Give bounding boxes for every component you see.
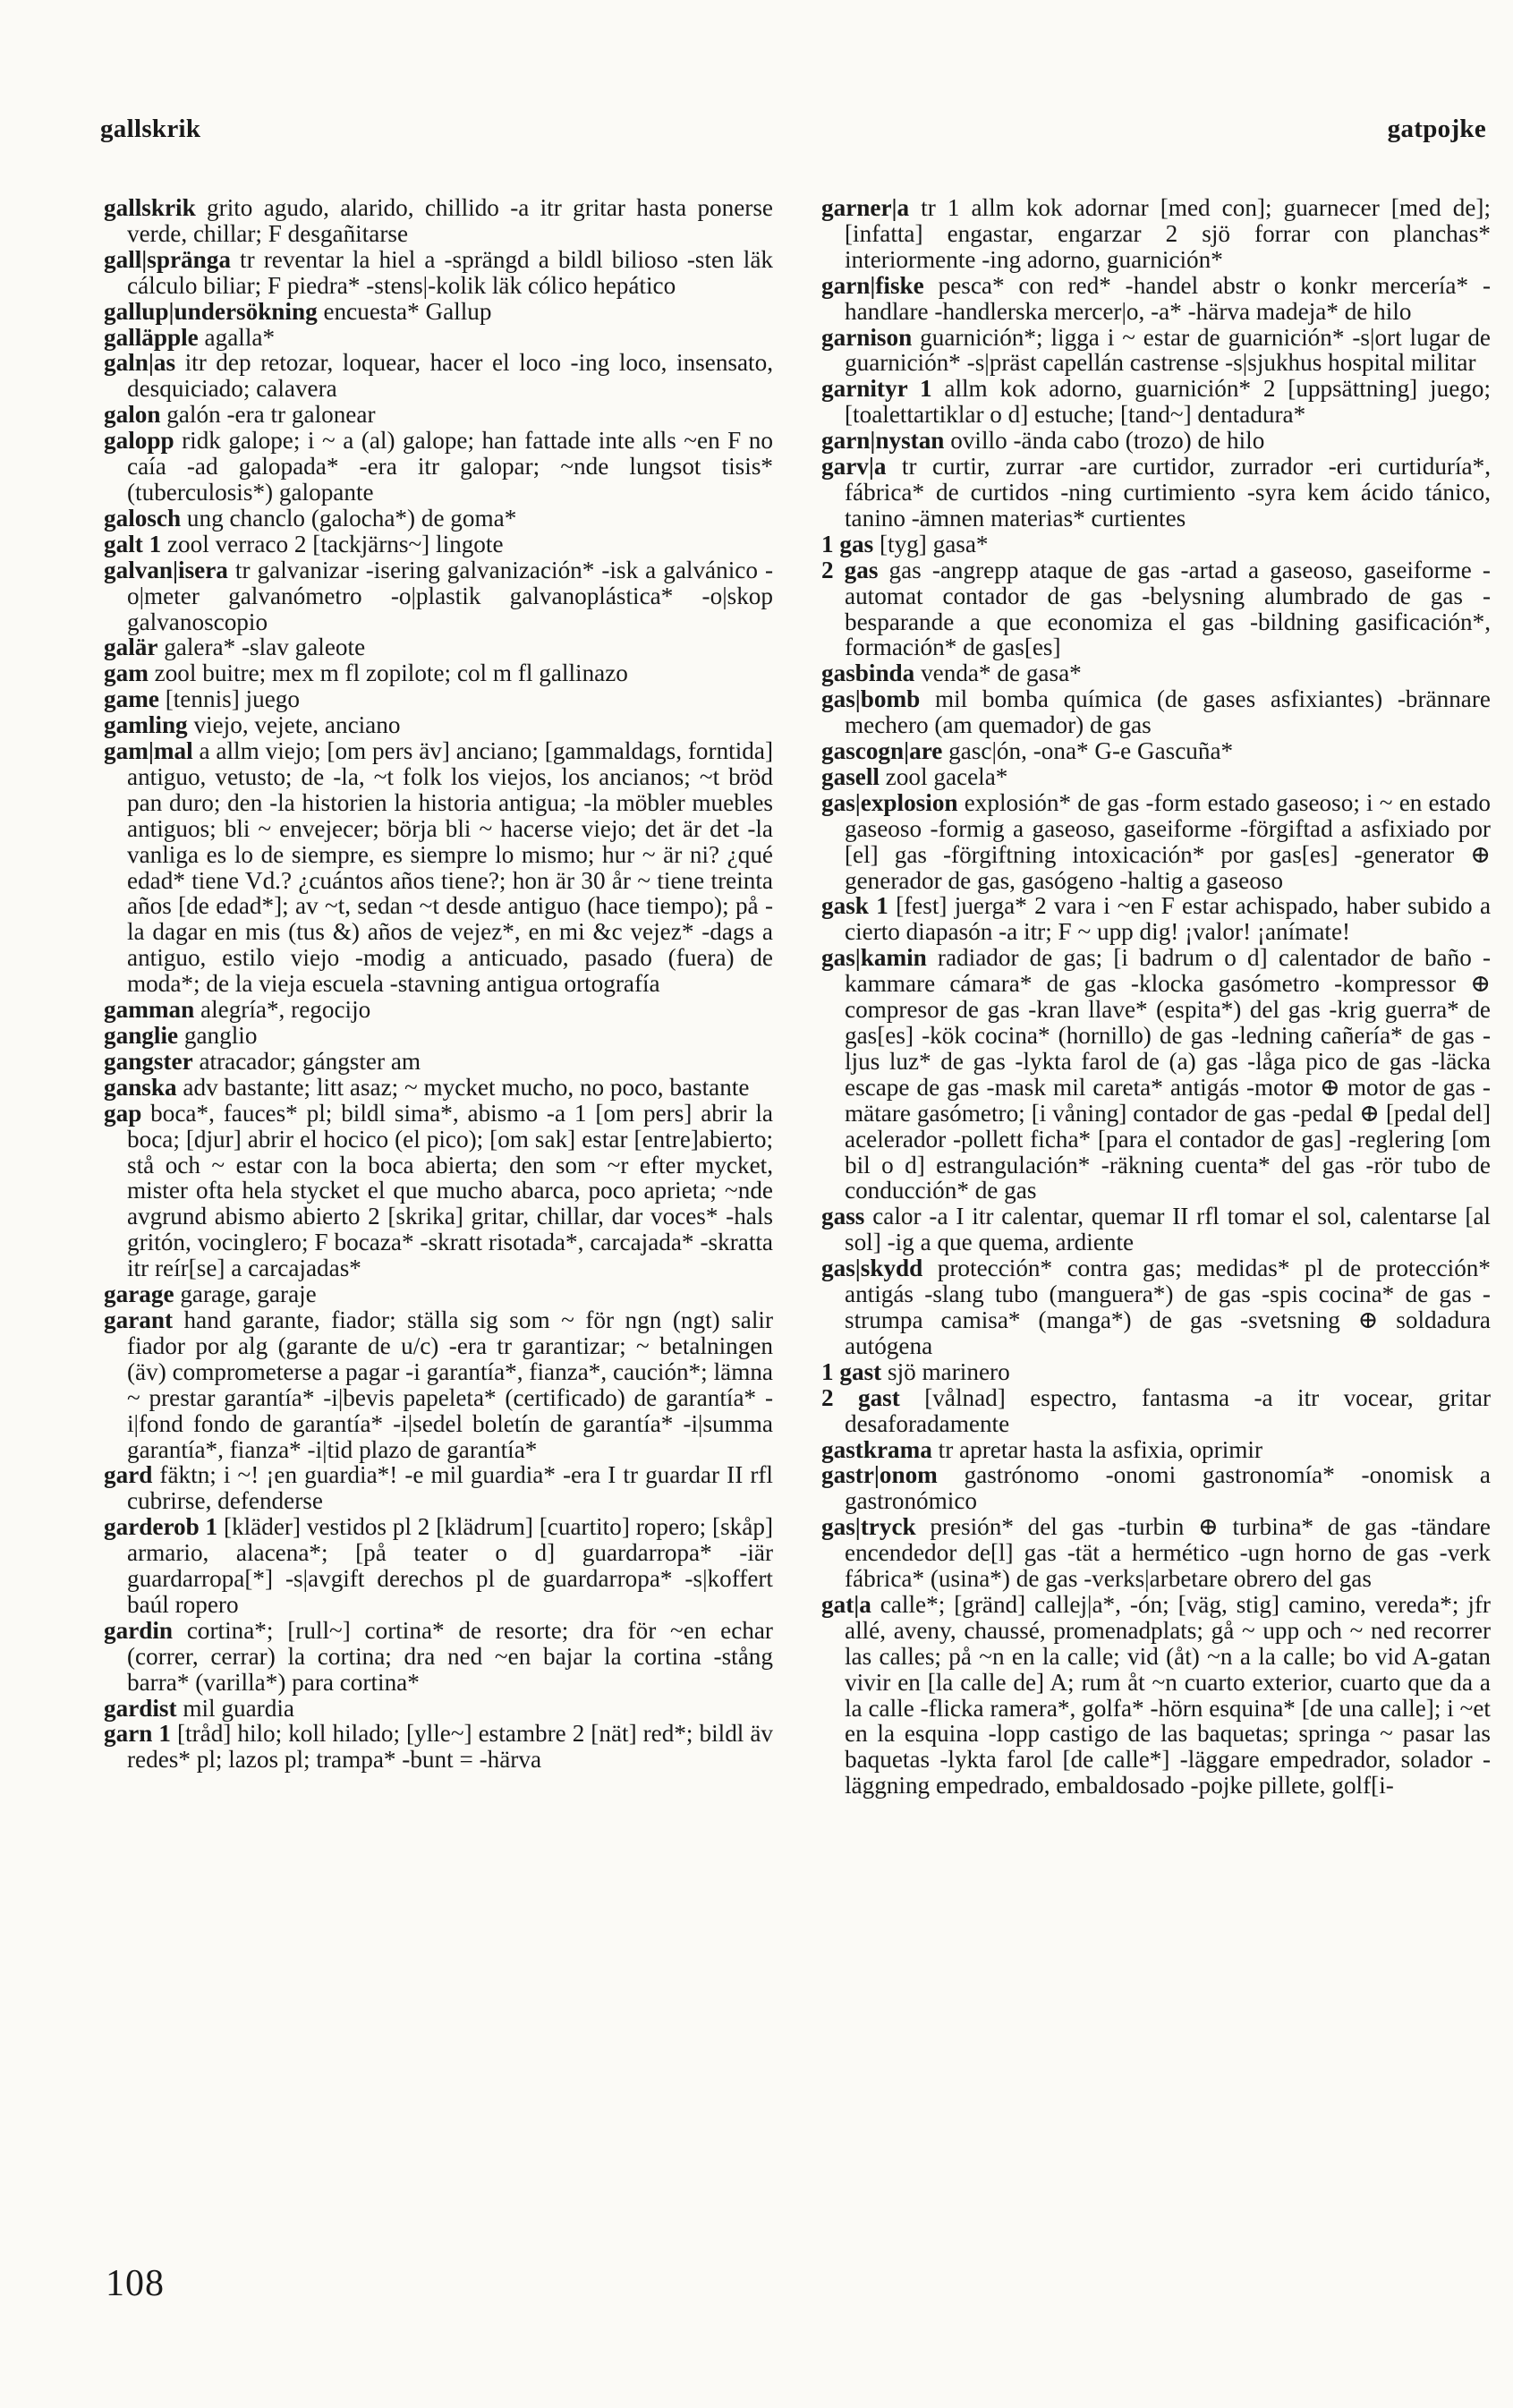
headword: garage bbox=[104, 1281, 174, 1308]
headword: ganglie bbox=[104, 1022, 179, 1049]
entry-definition: mil bomba química (de gases asfixiantes) -brännare mechero (am quemador) de gas bbox=[845, 685, 1491, 739]
dictionary-entry bbox=[821, 1462, 1491, 1514]
dictionary-entry bbox=[821, 660, 1491, 686]
headword: gastr|onom bbox=[821, 1461, 938, 1489]
headword: garv|a bbox=[821, 453, 887, 481]
entry-definition: galera* -slav galeote bbox=[157, 634, 366, 661]
headword: game bbox=[104, 685, 159, 713]
dictionary-entry bbox=[104, 506, 773, 532]
headword: gas|skydd bbox=[821, 1255, 923, 1282]
dictionary-entry bbox=[821, 764, 1491, 790]
entry-definition: presión* del gas -turbin ⊕ turbina* de gas -tändare encendedor de[l] gas -tät a hermético -ugn horno de gas -verk fábrica* (usina*) de gas -verks|arbetare obrero del gas bbox=[845, 1513, 1491, 1593]
entry-definition: mil guardia bbox=[176, 1694, 294, 1722]
entry-definition: zool gacela* bbox=[879, 762, 1008, 790]
entry-definition: cortina*; [rull~] cortina* de resorte; dra för ~en echar (correr, cerrar) la cortina; dra ned ~en bajar la cortina -stång barra* (varilla*) para cortina* bbox=[127, 1616, 773, 1696]
headword: gangster bbox=[104, 1047, 193, 1075]
dictionary-entry bbox=[821, 1359, 1491, 1385]
entry-definition: tr 1 allm kok adornar [med con]; guarnecer [med de]; [infatta] engastar, engarzar 2 sjö forrar con planchas* interiormente -ing adorno, guarnición* bbox=[845, 194, 1491, 273]
dictionary-entry bbox=[104, 247, 773, 299]
headword: gastkrama bbox=[821, 1435, 932, 1463]
headword: gas|kamin bbox=[821, 944, 927, 972]
entry-definition: agalla* bbox=[198, 323, 276, 351]
dictionary-entry bbox=[104, 1307, 773, 1462]
entry-definition: guarnición*; ligga i ~ estar de guarnición* -s|ort lugar de guarnición* -s|präst capellán castrense -s|sjukhus hospital militar bbox=[845, 323, 1491, 377]
headword: gamling bbox=[104, 711, 188, 739]
entry-definition: alegría*, regocijo bbox=[194, 996, 371, 1024]
entry-definition: viejo, vejete, anciano bbox=[187, 711, 401, 739]
headword: gas|tryck bbox=[821, 1513, 916, 1541]
left-column bbox=[104, 195, 773, 1773]
entry-definition: tr curtir, zurrar -are curtidor, zurrador -eri curtiduría*, fábrica* de curtidos -ning curtimiento -syra kem ácido tánico, tanino -ämnen materias* curtientes bbox=[845, 453, 1491, 532]
entry-definition: gas -angrepp ataque de gas -artad a gaseoso, gaseiforme -automat contador de gas -belysning alumbrado de gas -besparande a que economiza el gas -bildning gasificación*, formación* de gas[es] bbox=[845, 556, 1491, 661]
dictionary-entry bbox=[104, 686, 773, 712]
dictionary-entry bbox=[104, 1075, 773, 1101]
entry-definition: ganglio bbox=[178, 1022, 258, 1049]
dictionary-entry bbox=[104, 325, 773, 351]
dictionary-entry bbox=[821, 1385, 1491, 1437]
headword: gass bbox=[821, 1203, 865, 1230]
entry-definition: encuesta* Gallup bbox=[317, 297, 492, 325]
entry-definition: itr dep retozar, loquear, hacer el loco -ing loco, insensato, desquiciado; calavera bbox=[127, 349, 773, 403]
dictionary-entry bbox=[104, 428, 773, 506]
dictionary-entry bbox=[821, 945, 1491, 1204]
dictionary-entry bbox=[821, 557, 1491, 661]
headword: galvan|isera bbox=[104, 556, 228, 583]
headword: 2 gas bbox=[821, 556, 879, 583]
dictionary-entry bbox=[104, 1618, 773, 1696]
headword: garner|a bbox=[821, 194, 910, 221]
running-head-left: gallskrik bbox=[100, 115, 201, 143]
headword: gas|bomb bbox=[821, 685, 921, 713]
entry-definition: [tråd] hilo; koll hilado; [ylle~] estambre 2 [nät] red*; bildl äv redes* pl; lazos pl; trampa* -bunt = -härva bbox=[127, 1720, 773, 1774]
entry-definition: ridk galope; i ~ a (al) galope; han fattade inte alls ~en F no caía -ad galopada* -era itr galopar; ~nde lungsot tisis* (tuberculosis*) galopante bbox=[127, 427, 773, 506]
headword: gascogn|are bbox=[821, 737, 943, 765]
dictionary-entry bbox=[104, 1023, 773, 1049]
dictionary-entry bbox=[821, 1204, 1491, 1255]
dictionary-entry bbox=[821, 686, 1491, 738]
dictionary-entry bbox=[104, 712, 773, 738]
dictionary-entry bbox=[104, 660, 773, 686]
dictionary-entry bbox=[104, 1696, 773, 1722]
headword: gasell bbox=[821, 762, 880, 790]
entry-definition: allm kok adorno, guarnición* 2 [uppsättning] juego; [toalettartiklar o d] estuche; [tand~] dentadura* bbox=[845, 375, 1492, 429]
dictionary-entry bbox=[821, 273, 1491, 325]
headword: garant bbox=[104, 1306, 174, 1333]
dictionary-entry bbox=[104, 1514, 773, 1618]
entry-definition: [fest] juerga* 2 vara i ~en F estar achispado, haber subido a cierto diapasón -a itr; F ~ upp dig! ¡valor! ¡anímate! bbox=[845, 892, 1492, 946]
headword: garn 1 bbox=[104, 1720, 171, 1748]
entry-definition: garage, garaje bbox=[174, 1281, 317, 1308]
headword: gam|mal bbox=[104, 737, 193, 765]
dictionary-entry bbox=[104, 1721, 773, 1773]
dictionary-entry bbox=[104, 299, 773, 325]
entry-definition: calor -a I itr calentar, quemar II rfl tomar el sol, calentarse [al sol] -ig a que quema, ardiente bbox=[845, 1203, 1491, 1256]
headword: galt 1 bbox=[104, 530, 162, 557]
headword: galopp bbox=[104, 427, 174, 455]
page-number: 108 bbox=[106, 2263, 165, 2304]
entry-definition: tr galvanizar -isering galvanización* -isk a galvánico -o|meter galvanómetro -o|plastik galvanoplástica* -o|skop galvanoscopio bbox=[127, 556, 773, 635]
headword: 2 gast bbox=[821, 1383, 900, 1411]
entry-definition: explosión* de gas -form estado gaseoso; i ~ en estado gaseoso -formig a gaseoso, gaseiforme -förgiftad a asfixiado por [el] gas -förgiftning intoxicación* por gas[es] -generator ⊕ generador de gas, gasógeno -haltig a gaseoso bbox=[845, 788, 1491, 894]
headword: gam bbox=[104, 659, 149, 687]
headword: gat|a bbox=[821, 1590, 871, 1618]
headword: gall|spränga bbox=[104, 245, 231, 273]
entry-definition: ovillo -ända cabo (trozo) de hilo bbox=[944, 427, 1265, 455]
entry-definition: adv bastante; litt asaz; ~ mycket mucho, no poco, bastante bbox=[176, 1073, 750, 1101]
dictionary-entry bbox=[821, 428, 1491, 454]
entry-definition: a allm viejo; [om pers äv] anciano; [gammaldags, forntida] antiguo, vetusto; de -la, ~t folk los viejos, los ancianos; ~t bröd pan duro; den -la historien la historia antigua; -la möbler muebles antiguos; bli ~ envejecer; börja bli ~ hacerse viejo; det är det -la vanliga es lo de siempre, es siempre lo mismo; hur ~ är ni? ¿qué edad* tiene Vd.? ¿cuántos años tiene?; hon är 30 år ~ tiene treinta años [de edad*]; av ~t, sedan ~t desde antiguo (hace tiempo); på -la dagar en mis (tus &) años de vejez*, en mi &c vejez* -dags a antiguo, estilo viejo -modig a anticuado, pasado (fuera) de moda*; de la vieja escuela -stavning antigua ortografía bbox=[127, 737, 773, 998]
dictionary-entry bbox=[104, 1281, 773, 1307]
headword: garnityr 1 bbox=[821, 375, 932, 403]
entry-definition: protección* contra gas; medidas* pl de protección* antigás -slang tubo (manguera*) de gas -spis cocina* de gas -strumpa camisa* (manga*) de gas -svetsning ⊕ soldadura autógena bbox=[845, 1255, 1491, 1359]
entry-definition: pesca* con red* -handel abstr o konkr mercería* -handlare -handlerska mercer|o, -a* -härva madeja* de hilo bbox=[845, 271, 1491, 325]
entry-definition: gastrónomo -onomi gastronomía* -onomisk a gastronómico bbox=[845, 1461, 1491, 1515]
entry-definition: galón -era tr galonear bbox=[160, 401, 376, 429]
dictionary-entry bbox=[104, 634, 773, 660]
headword: galosch bbox=[104, 504, 182, 532]
headword: garn|fiske bbox=[821, 271, 924, 299]
dictionary-entry bbox=[104, 997, 773, 1023]
entry-definition: hand garante, fiador; ställa sig som ~ för ngn (ngt) salir fiador por alg (garante de u/c) -era tr garantizar; ~ betalningen (äv) comprometerse a pagar -i garantía*, fianza*, caución*; lämna ~ prestar garantía* -i|bevis papeleta* (certificado) de garantía* -i|fond fondo de garantía* -i|sedel boletín de garantía* -i|summa garantía*, fianza* -i|tid plazo de garantía* bbox=[127, 1306, 773, 1463]
running-head-right: gatpojke bbox=[1387, 115, 1486, 143]
dictionary-entry bbox=[104, 402, 773, 428]
entry-definition: venda* de gasa* bbox=[914, 659, 1082, 687]
headword: 1 gast bbox=[821, 1357, 882, 1385]
headword: gas|explosion bbox=[821, 788, 958, 816]
dictionary-entry bbox=[821, 454, 1491, 532]
entry-definition: boca*, fauces* pl; bildl sima*, abismo -a 1 [om pers] abrir la boca; [djur] abrir el hocico (el pico); [om sak] estar [entre]abierto; stå och ~ estar con la boca abierta; den som ~r efter mycket, mister ofta hela stycket el que mucho abarca, poco aprieta; ~nde avgrund abismo abierto 2 [skrika] gritar, chillar, dar voces* -hals gritón, vocinglero; F bocaza* -skratt risotada*, carcajada* -skratta itr reír[se] a carcajadas* bbox=[127, 1099, 773, 1282]
entry-definition: ung chanclo (galocha*) de goma* bbox=[181, 504, 517, 532]
dictionary-entry bbox=[821, 325, 1491, 377]
dictionary-entry bbox=[821, 1437, 1491, 1463]
headword: 1 gas bbox=[821, 530, 874, 557]
dictionary-entry bbox=[821, 790, 1491, 894]
dictionary-entry bbox=[821, 893, 1491, 945]
headword: ganska bbox=[104, 1073, 177, 1101]
entry-definition: fäktn; i ~! ¡en guardia*! -e mil guardia* -era I tr guardar II rfl cubrirse, defenderse bbox=[127, 1461, 773, 1515]
headword: gallskrik bbox=[104, 194, 196, 221]
dictionary-entry bbox=[821, 738, 1491, 764]
dictionary-entry bbox=[104, 738, 773, 997]
entry-definition: [tennis] juego bbox=[158, 685, 300, 713]
headword: garn|nystan bbox=[821, 427, 945, 455]
headword: galläpple bbox=[104, 323, 199, 351]
headword: garnison bbox=[821, 323, 913, 351]
entry-definition: calle*; [gränd] callej|a*, -ón; [väg, stig] camino, vereda*; jfr allé, aveny, chaussé, promenadplats; gå ~ upp och ~ ned recorrer las calles; på ~n en la calle; vid (åt) ~n a la calle; bo vid A-gatan vivir en [la calle de] A; rum åt ~n cuarto exterior, cuarto que da a la calle -flicka ramera*, golfa* -hörn esquina* [de una calle]; i ~et en la esquina -lopp castigo de las baquetas; springa ~ pasar las baquetas -lykta farol [de calle*] -läggare empedrador, solador -läggning empedrado, embaldosado -pojke pillete, golf[i- bbox=[845, 1590, 1491, 1800]
dictionary-entry bbox=[821, 195, 1491, 273]
dictionary-entry bbox=[104, 1101, 773, 1281]
dictionary-entry bbox=[104, 195, 773, 247]
headword: gap bbox=[104, 1099, 142, 1127]
dictionary-entry bbox=[821, 532, 1491, 557]
entry-definition: [tyg] gasa* bbox=[873, 530, 989, 557]
dictionary-entry bbox=[104, 350, 773, 402]
headword: gardin bbox=[104, 1616, 174, 1644]
dictionary-entry bbox=[104, 532, 773, 557]
dictionary-entry bbox=[821, 1592, 1491, 1799]
entry-definition: tr reventar la hiel a -sprängd a bildl bilioso -sten läk cálculo biliar; F piedra* -stens|-kolik läk cólico hepático bbox=[127, 245, 773, 299]
dictionary-entry bbox=[104, 557, 773, 635]
entry-definition: tr apretar hasta la asfixia, oprimir bbox=[931, 1435, 1263, 1463]
entry-definition: zool buitre; mex m fl zopilote; col m fl gallinazo bbox=[148, 659, 628, 687]
headword: gallup|undersökning bbox=[104, 297, 318, 325]
entry-definition: zool verraco 2 [tackjärns~] lingote bbox=[161, 530, 504, 557]
headword: galon bbox=[104, 401, 161, 429]
headword: gardist bbox=[104, 1694, 177, 1722]
dictionary-entry bbox=[821, 376, 1491, 428]
headword: garderob 1 bbox=[104, 1513, 218, 1541]
headword: gard bbox=[104, 1461, 153, 1489]
headword: gask 1 bbox=[821, 892, 888, 920]
right-column bbox=[821, 195, 1491, 1799]
entry-definition: atracador; gángster am bbox=[192, 1047, 421, 1075]
entry-definition: [vålnad] espectro, fantasma -a itr vocear, gritar desaforadamente bbox=[845, 1383, 1492, 1437]
headword: galär bbox=[104, 634, 158, 661]
dictionary-entry bbox=[821, 1255, 1491, 1359]
entry-definition: gasc|ón, -ona* G-e Gascuña* bbox=[942, 737, 1234, 765]
entry-definition: radiador de gas; [i badrum o d] calentador de baño -kammare cámara* de gas -klocka gasómetro -kompressor ⊕ compresor de gas -kran llave* (espita*) del gas -krig guerra* de gas[es] -kök cocina* (hornillo) de gas -ledning cañería* de gas -ljus luz* de gas -lykta farol de (a) gas -låga pico de gas -läcka escape de gas -mask mil careta* antigás -motor ⊕ motor de gas -mätare gasómetro; [i våning] contador de gas -pedal ⊕ [pedal del] acelerador -pollett ficha* [para el contador de gas] -reglering [om bil o d] estrangulación* -räkning cuenta* del gas -rör tubo de conducción* de gas bbox=[845, 944, 1491, 1204]
headword: galn|as bbox=[104, 349, 176, 377]
entry-definition: sjö marinero bbox=[881, 1357, 1010, 1385]
headword: gamman bbox=[104, 996, 195, 1024]
entry-definition: [kläder] vestidos pl 2 [klädrum] [cuartito] ropero; [skåp] armario, alacena*; [på teater o d] guardarropa* -iär guardarropa[*] -s|avgift derechos pl de guardarropa* -s|koffert baúl ropero bbox=[127, 1513, 773, 1618]
entry-definition: grito agudo, alarido, chillido -a itr gritar hasta ponerse verde, chillar; F desgañitarse bbox=[127, 194, 773, 247]
dictionary-entry bbox=[821, 1514, 1491, 1592]
dictionary-entry bbox=[104, 1049, 773, 1075]
dictionary-entry bbox=[104, 1462, 773, 1514]
headword: gasbinda bbox=[821, 659, 915, 687]
